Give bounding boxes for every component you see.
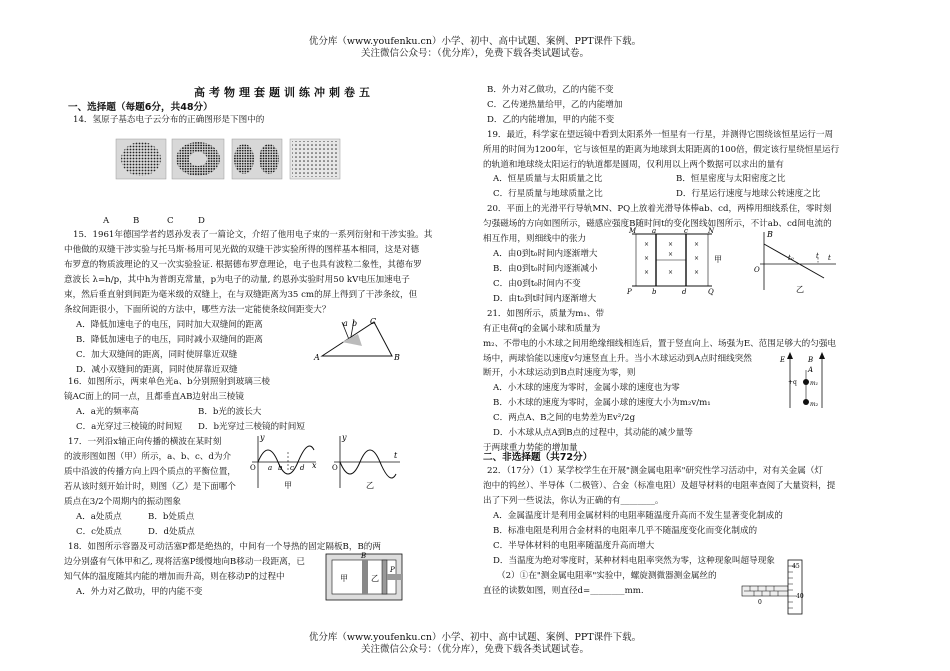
q17-option-d: D．d处质点 <box>148 527 195 537</box>
page-footer-line2: 关注微信公众号：（优分库），免费下载各类试题试卷。 <box>360 644 589 655</box>
svg-text:×: × <box>668 251 674 258</box>
q14-electron-cloud-figures <box>114 139 344 181</box>
q17-option-a: A．a处质点 <box>76 512 122 522</box>
q21-electric-field-figure <box>778 350 834 412</box>
q22-part2-line: （2）①在"测金属电阻率"实验中，螺旋测微器测金属丝的 <box>497 571 717 581</box>
q20-fig-label-m: M <box>629 227 637 235</box>
page-header-line1: 优分库（www.youfenku.cn）小学、初中、高中试题、案例、PPT课件下载。 <box>308 36 642 47</box>
option-d-image <box>290 139 340 179</box>
q19-line: 所用的时间为1200年，它与该恒星的距离为地球到太阳距离的100倍，假定该行星绕恒星运行 <box>483 145 840 155</box>
q16-line: 16．如图所示，两束单色光a、b分别照射到玻璃三棱 <box>68 377 271 387</box>
q19-option-b: B．恒星密度与太阳密度之比 <box>676 174 786 184</box>
q17-line: 若从该时刻开始计时，则图（乙）是下面哪个 <box>64 482 236 492</box>
q15-line: 15．1961年德国学者约恩孙发表了一篇论文，介绍了他用电子束的一系列衍射和干涉实验。其 <box>73 230 433 240</box>
q14-label-d: D <box>198 216 205 226</box>
q18-fig-label-b: B <box>361 552 367 560</box>
q21-option-c: C．两点A、B之间的电势差为Ev²/2g <box>493 413 636 423</box>
q21-line: 断开，小木球运动到B点时速度为零，则 <box>483 368 636 378</box>
q17-line: 17．一列沿x轴正向传播的横波在某时刻 <box>68 437 222 447</box>
page-header-line2: 关注微信公众号：（优分库），免费下载各类试题试卷。 <box>360 48 589 59</box>
q20-fig-label-b-axis: B <box>767 230 773 239</box>
q20-fig-label-d: d <box>682 288 687 296</box>
q21-fig-label-m2: m₂ <box>810 401 819 408</box>
q22-line: 出了下列一些说法，你认为正确的有________。 <box>483 496 664 506</box>
q15-line: 束，然后垂直射到间距为毫米级的双缝上，在与双缝距离为35 cm的屏上得到了干涉条纹，但 <box>64 290 418 300</box>
q16-fig-label-b-vertex: B <box>394 353 400 362</box>
q15-line: 中他做的双缝干涉实验与托马斯·杨用可见光做的双缝干涉实验所得的图样基本相同，这是对德 <box>64 245 420 255</box>
svg-text:×: × <box>694 269 700 276</box>
q22-part2-line: 直径的读数如图，则直径d=________mm. <box>483 586 644 596</box>
q18-fig-label-yi: 乙 <box>371 574 379 583</box>
q19-option-d: D．行星运行速度与地球公转速度之比 <box>676 189 821 199</box>
q20-fig-label-c: c <box>684 227 688 235</box>
q21-last-line: 于两球重力势能的增加量 <box>483 443 578 453</box>
section-heading-nonchoice: 二、非选择题（共72分） <box>483 452 593 463</box>
q20-line: 相互作用，则细线中的张力 <box>483 234 587 244</box>
q17-line: 质点在3/2个周期内的振动图象 <box>64 497 181 507</box>
q17-option-c: C．c处质点 <box>76 527 122 537</box>
option-a-image <box>116 139 166 179</box>
q15-line: 条纹间距很小，下面所说的方法中，哪些方法一定能使条纹间距变大？ <box>64 305 331 315</box>
q20-line: 20．平面上的光滑平行导轨MN、PQ上放着光滑导体棒ab、cd，两棒用细线系住，零时刻 <box>487 204 832 214</box>
q17-fig-label-a: a <box>268 464 273 472</box>
svg-text:×: × <box>644 269 650 276</box>
q17-fig-label-y2: y <box>342 433 347 442</box>
q20-option-a: A．由0到t₀时间内逐渐增大 <box>493 249 598 259</box>
q21-fig-label-b: B <box>808 356 814 364</box>
q18-option-c: C．乙传递热量给甲，乙的内能增加 <box>487 100 623 110</box>
svg-text:×: × <box>668 269 674 276</box>
q15-line: 布罗意的物质波理论的又一次实验验证. 根据德布罗意理论，电子也具有波粒二象性，其德布罗 <box>64 260 422 270</box>
q20-option-b: B．由0到t₀时间内逐渐减小 <box>493 264 598 274</box>
q17-fig-label-yi: 乙 <box>366 481 374 490</box>
q19-option-c: C．行星质量与地球质量之比 <box>493 189 603 199</box>
q18-fig-label-p: P <box>390 566 395 574</box>
q15-option-c: C．加大双缝间的距离，同时使屏靠近双缝 <box>76 350 238 360</box>
q17-fig-label-b: b <box>278 464 283 472</box>
q17-wave-figures <box>244 432 404 494</box>
q20-option-c: C．由0到t₀时间内不变 <box>493 279 581 289</box>
q21-fig-label-e: E <box>780 356 786 364</box>
q20-fig-label-jia: 甲 <box>714 255 722 264</box>
page-footer-line1: 优分库（www.youfenku.cn）小学、初中、高中试题、案例、PPT课件下载。 <box>308 632 642 643</box>
q17-fig-label-c: c <box>290 464 294 472</box>
q18-option-d: D．乙的内能增加，甲的内能不变 <box>487 115 615 125</box>
q20-rails-and-graph-figures <box>628 228 838 296</box>
q22-line: 22．（17分）（1）某学校学生在开展"测金属电阻率"研究性学习活动中，对有关金属（灯 <box>487 466 824 476</box>
q21-option-b: B．小木球的速度为零时，金属小球的速度大小为m₂v/m₁ <box>493 398 711 408</box>
q14-label-b: B <box>133 216 140 226</box>
q19-line: 的轨道和地球绕太阳运行的轨道都是圆周，仅利用以上两个数据可以求出的量有 <box>483 160 784 170</box>
q15-option-b: B．降低加速电子的电压，同时减小双缝间的距离 <box>76 335 263 345</box>
svg-text:×: × <box>694 255 700 262</box>
q17-fig-label-o2: O <box>332 464 338 472</box>
q22-option-d: D．当温度为绝对零度时，某种材料电阻率突然为零，这种现象叫超导现象 <box>493 556 775 566</box>
q18-line: 知气体的温度随其内能的增加而升高，则在移动P的过程中 <box>64 572 285 582</box>
q16-option-b: B．b光的波长大 <box>198 407 262 417</box>
q21-fig-label-m1: m₁ <box>810 380 819 387</box>
q22-fig-label-40: 40 <box>796 593 804 600</box>
q16-prism-figure <box>312 316 404 366</box>
option-b-image <box>172 139 224 179</box>
q20-fig-label-o: O <box>754 266 760 274</box>
q16-line: 镜AC面上的同一点，且都垂直AB边射出三棱镜 <box>64 392 244 402</box>
q22-micrometer-figure <box>740 558 810 616</box>
q22-option-a: A．金属温度计是利用金属材料的电阻率随温度升高而不发生显著变化制成的 <box>493 511 783 521</box>
q18-option-a: A．外力对乙做功，甲的内能不变 <box>76 587 203 597</box>
option-c-image <box>232 139 282 179</box>
q21-line: m₂、不带电的小木球之间用绝缘细线相连后，置于竖直向上、场强为E、范围足够大的匀强电 <box>483 339 837 349</box>
q14-label-c: C <box>167 216 174 226</box>
q20-fig-label-b: b <box>652 288 657 296</box>
q15-option-d: D．减小双缝间的距离，同时使屏靠近双缝 <box>76 365 238 375</box>
q22-fig-label-0: 0 <box>758 599 762 606</box>
q17-fig-label-o1: O <box>250 464 256 472</box>
q16-fig-label-a: a <box>343 319 348 328</box>
q18-container-figure <box>324 552 406 604</box>
q21-fig-label-a: A <box>808 366 814 374</box>
q21-option-a: A．小木球的速度为零时，金属小球的速度也为零 <box>493 383 680 393</box>
q17-fig-label-jia: 甲 <box>284 481 292 490</box>
q22-option-b: B．标准电阻是利用合金材料的电阻率几乎不随温度变化而变化制成的 <box>493 526 758 536</box>
q21-option-d: D．小木球从点A到B点的过程中，其动能的减少量等 <box>493 428 693 438</box>
q21-line: 场中，两球恰能以速度v匀速竖直上升。当小木球运动到A点时细线突然 <box>483 354 752 364</box>
q16-option-a: A．a光的频率高 <box>76 407 139 417</box>
q18-line: 18．如图所示容器及可动活塞P都是绝热的，中间有一个导热的固定隔板B，B的两 <box>68 542 381 552</box>
q15-line: 意波长 λ=h/p，其中h为普朗克常量，p为电子的动量, 约恩孙实验时用50 kV电压加速电子 <box>64 275 410 285</box>
q17-fig-label-d: d <box>300 464 305 472</box>
q20-option-d: D．由t₀到t时间内逐渐增大 <box>493 294 597 304</box>
svg-text:×: × <box>644 241 650 248</box>
q14-label-a: A <box>103 216 110 226</box>
q22-fig-label-45: 45 <box>792 563 800 570</box>
q21-line: 有正电荷q的金属小球和质量为 <box>483 324 601 334</box>
q16-fig-label-b: b <box>352 319 358 328</box>
q22-option-c: C．半导体材料的电阻率随温度升高而增大 <box>493 541 655 551</box>
q16-option-d: D．b光穿过三棱镜的时间短 <box>198 422 305 432</box>
q22-line: 泡中的钨丝）、半导体（二极管）、合金（标准电阻）及超导材料的电阻率查阅了大量资料，提 <box>483 481 836 491</box>
q21-fig-label-q: +q <box>788 379 797 386</box>
q20-fig-label-yi: 乙 <box>796 285 804 294</box>
q18-fig-label-jia: 甲 <box>340 574 348 583</box>
q14-stem: 14．氢原子基态电子云分布的正确图形是下图中的 <box>73 115 265 125</box>
q18-line: 边分别盛有气体甲和乙, 现将活塞P缓慢地向B移动一段距离，已 <box>64 557 305 567</box>
q19-line: 19．最近，科学家在望远镜中看到太阳系外一恒星有一行星，并测得它围绕该恒星运行一周 <box>487 130 834 140</box>
svg-text:×: × <box>694 241 700 248</box>
q16-fig-label-a-vertex: A <box>314 353 320 362</box>
q19-option-a: A．恒星质量与太阳质量之比 <box>493 174 603 184</box>
q21-line: 21．如图所示，质量为m₁、带 <box>487 309 605 319</box>
q20-fig-label-n: N <box>708 227 715 235</box>
q20-fig-label-t1: t <box>816 252 819 260</box>
q20-fig-label-p: P <box>627 288 632 296</box>
q16-option-c: C．a光穿过三棱镜的时间短 <box>76 422 183 432</box>
q20-line: 匀强磁场的方向如图所示，磁感应强度B随时间t的变化图线如图所示，不计ab、cd间电流的 <box>483 219 832 229</box>
section-heading-choice: 一、选择题（每题6分，共48分） <box>68 102 213 113</box>
q20-fig-label-t0: t₀ <box>788 254 794 262</box>
page-title: 高考物理套题训练冲刺卷五 <box>194 86 374 99</box>
q20-fig-label-a: a <box>652 227 657 235</box>
q15-option-a: A．降低加速电子的电压，同时加大双缝间的距离 <box>76 320 263 330</box>
q17-fig-label-t: t <box>394 451 398 460</box>
q17-fig-label-x: x <box>312 461 317 470</box>
svg-text:×: × <box>668 241 674 248</box>
svg-text:×: × <box>644 255 650 262</box>
q16-fig-label-c: C <box>370 317 377 326</box>
q17-fig-label-y1: y <box>260 433 265 442</box>
q20-fig-label-q: Q <box>708 288 714 296</box>
q18-option-b: B．外力对乙做功，乙的内能不变 <box>487 85 614 95</box>
q17-line: 质中沿波的传播方向上四个质点的平衡位置， <box>64 467 236 477</box>
q17-option-b: B．b处质点 <box>148 512 195 522</box>
q17-line: 的波形图如图（甲）所示，a、b、c、d为介 <box>64 452 232 462</box>
q20-fig-label-t-axis: t <box>828 254 831 262</box>
